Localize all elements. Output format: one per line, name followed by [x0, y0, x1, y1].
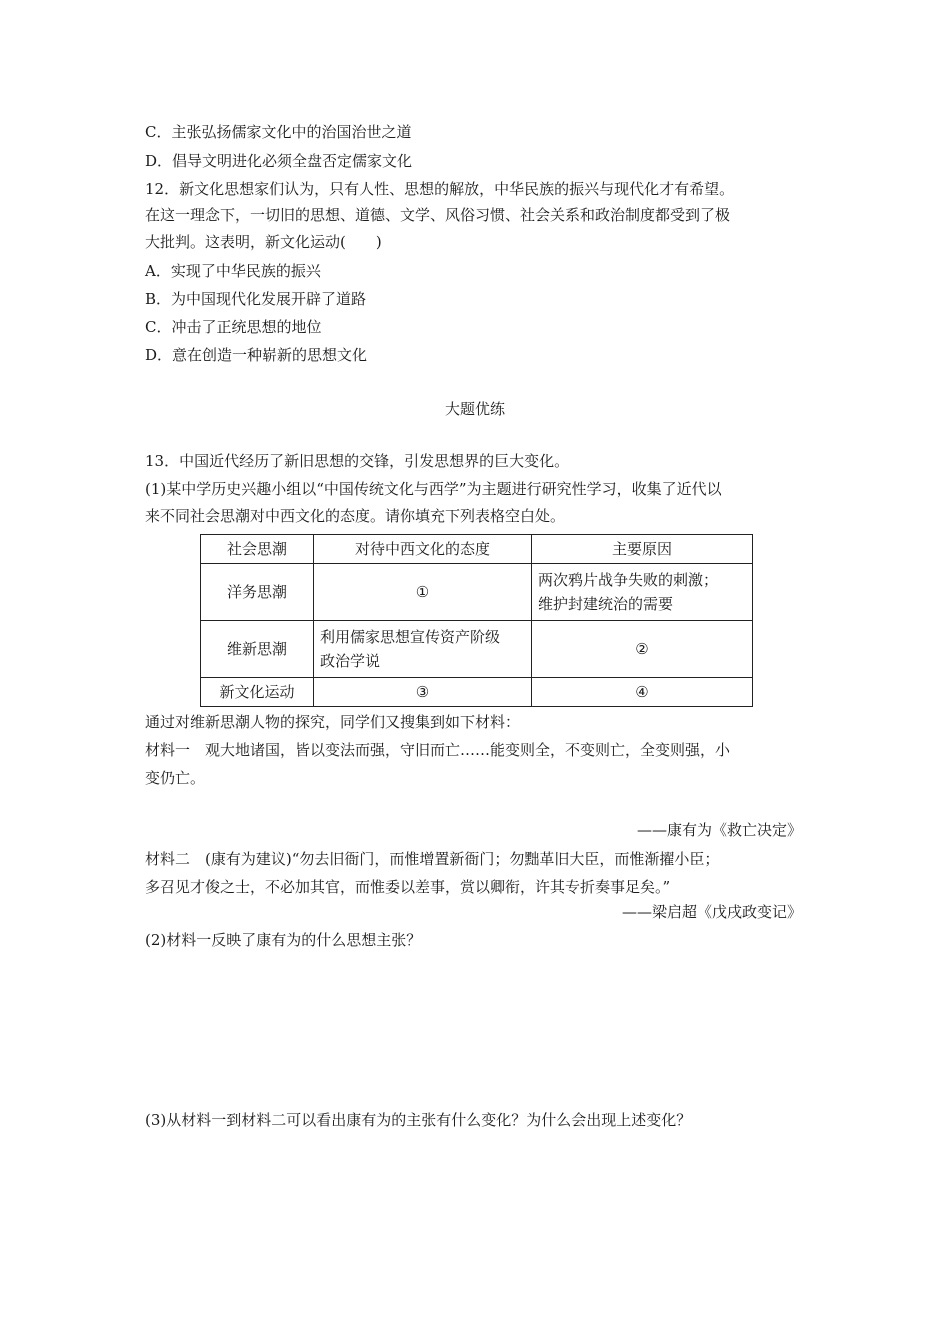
material2-line-2: 多召见才俊之士，不必加其官，而惟委以差事，赏以卿衔，许其专折奏事足矣。”	[145, 878, 671, 896]
table-cell-attitude	[314, 621, 532, 678]
table-header-cell: 主要原因	[532, 535, 753, 564]
table-cell-blank-2: ②	[532, 621, 753, 678]
thought-trends-table	[200, 534, 753, 707]
q12-stem-line-2: 在这一理念下，一切旧的思想、道德、文学、风俗习惯、社会关系和政治制度都受到了极	[145, 206, 731, 224]
material1-source: ——康有为《救亡决定》	[636, 821, 802, 839]
table-row	[201, 621, 753, 678]
q13-part2: (2)材料一反映了康有为的什么思想主张？	[145, 931, 422, 949]
table-cell-blank-1: ①	[314, 564, 532, 621]
reason-line: 维护封建统治的需要	[538, 595, 674, 613]
q12-option-d: D．意在创造一种崭新的思想文化	[145, 346, 368, 364]
q12-option-b: B．为中国现代化发展开辟了道路	[145, 290, 367, 308]
table-cell-trend: 新文化运动	[201, 678, 314, 707]
material1-line-1: 材料一 观大地诸国，皆以变法而强，守旧而亡……能变则全，不变则亡，全变则强，小	[145, 741, 731, 759]
q13-part3: (3)从材料一到材料二可以看出康有为的主张有什么变化？为什么会出现上述变化？	[145, 1111, 692, 1129]
q12-stem-line-1: 12．新文化思想家们认为，只有人性、思想的解放，中华民族的振兴与现代化才有希望。	[145, 180, 735, 198]
after-table-text: 通过对维新思潮人物的探究，同学们又搜集到如下材料：	[145, 713, 521, 731]
table-cell-blank-4: ④	[532, 678, 753, 707]
q13-part1-line-1: (1)某中学历史兴趣小组以“中国传统文化与西学”为主题进行研究性学习，收集了近代以	[145, 480, 722, 498]
q12-option-c: C．冲击了正统思想的地位	[145, 318, 322, 336]
q13-stem: 13．中国近代经历了新旧思想的交锋，引发思想界的巨大变化。	[145, 452, 570, 470]
table-header-row	[201, 535, 753, 564]
material2-line-1: 材料二 (康有为建议)“勿去旧衙门，而惟增置新衙门；勿黜革旧大臣，而惟渐擢小臣；	[145, 850, 720, 868]
table-header-cell: 社会思潮	[201, 535, 314, 564]
material2-source: ——梁启超《戊戌政变记》	[621, 903, 802, 921]
table-cell-reason	[532, 564, 753, 621]
q13-part1-line-2: 来不同社会思潮对中西文化的态度。请你填充下列表格空白处。	[145, 507, 566, 525]
option-c-prev: C．主张弘扬儒家文化中的治国治世之道	[145, 123, 412, 141]
section-title: 大题优练	[444, 400, 505, 418]
option-d-prev: D．倡导文明进化必须全盘否定儒家文化	[145, 152, 413, 170]
attitude-line: 政治学说	[320, 652, 381, 670]
table-cell-blank-3: ③	[314, 678, 532, 707]
q12-stem-line-3: 大批判。这表明，新文化运动( )	[145, 233, 382, 251]
attitude-line: 利用儒家思想宣传资产阶级	[320, 628, 501, 646]
material1-line-2: 变仍亡。	[145, 769, 206, 787]
table-row	[201, 564, 753, 621]
reason-line: 两次鸦片战争失败的刺激；	[538, 571, 719, 589]
table-row	[201, 678, 753, 707]
table-cell-trend: 洋务思潮	[201, 564, 314, 621]
table-cell-trend: 维新思潮	[201, 621, 314, 678]
q12-option-a: A．实现了中华民族的振兴	[145, 262, 321, 280]
table-header-cell: 对待中西文化的态度	[314, 535, 532, 564]
